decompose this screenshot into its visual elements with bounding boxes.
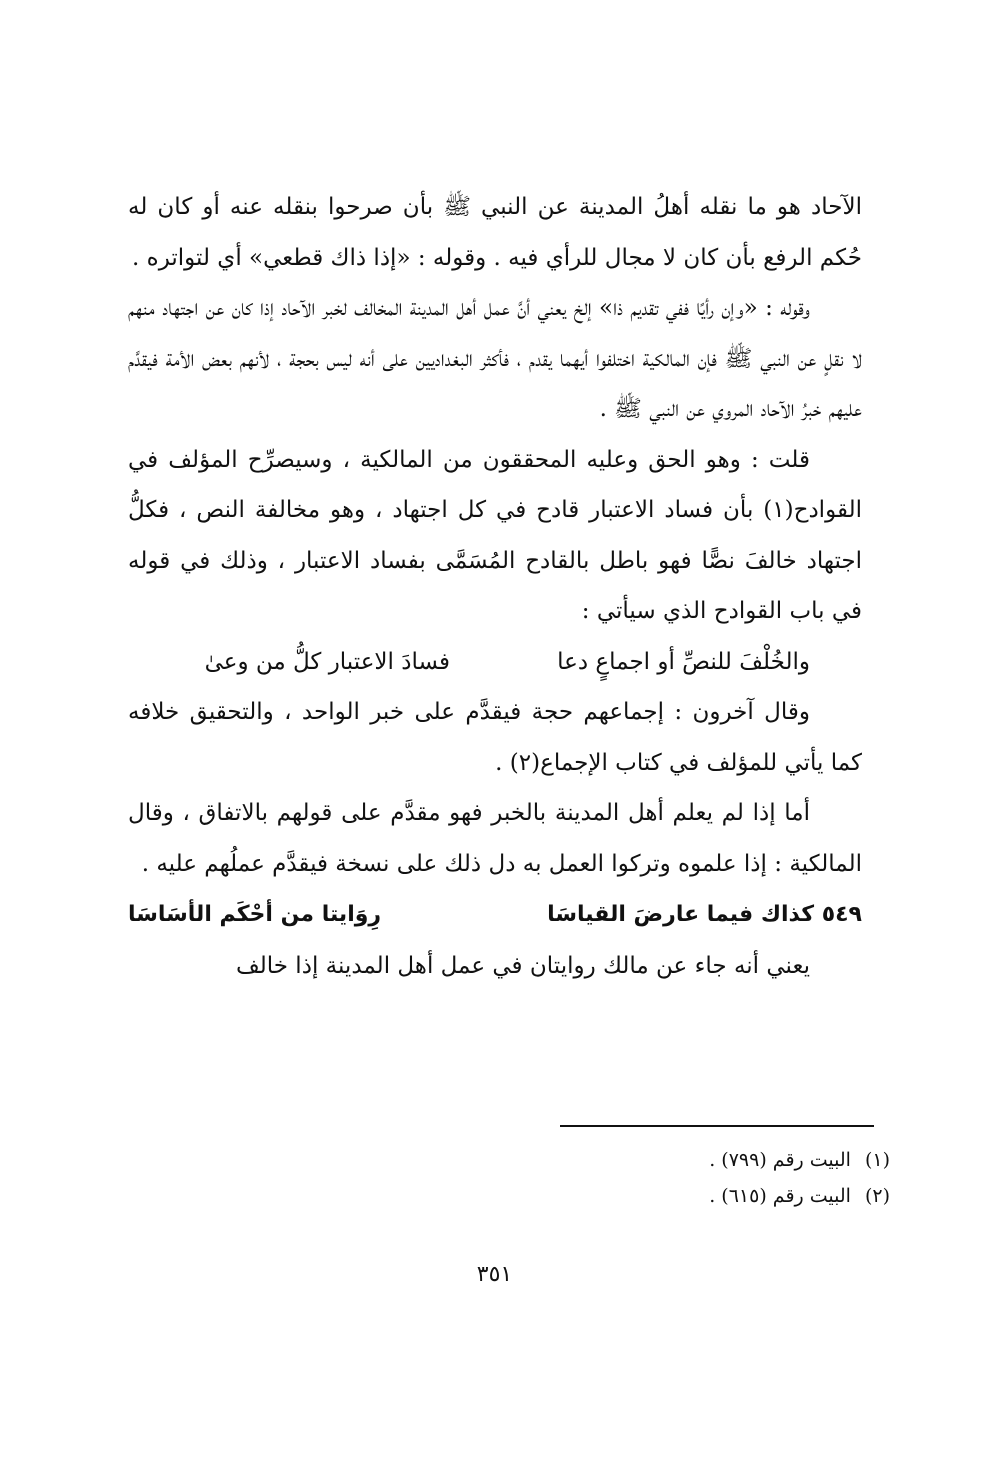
paragraph-5: أما إذا لم يعلم أهل المدينة بالخبر فهو مقدَّم على قولهم بالاتفاق ، وقال المالكية : إذا علموه وتركوا العمل به دل ذلك على نسخة فيقدَّم عملُهم عليه . xyxy=(128,800,862,877)
page-number: ٣٥١ xyxy=(476,1262,513,1287)
verse-second-hemistich: فسادَ الاعتبار كلُّ من وعىٰ xyxy=(204,648,450,675)
paragraph-3: قلت : وهو الحق وعليه المحققون من المالكية ، وسيصرِّح المؤلف في القوادح(١) بأن فساد الاعتبار قادح في كل اجتهاد ، وهو مخالفة النص ، فكلُّ اجتهاد خالفَ نصًّا فهو باطل بالقادح المُسَمَّى بفساد الاعتبار ، وذلك في قوله في باب القوادح الذي سيأتي : xyxy=(128,446,862,624)
footnote-2 xyxy=(128,1178,890,1214)
poem-second-hemistich: رِوَايتا من أحْكَم الأسَاسَا xyxy=(128,902,382,927)
poem-line-number: ٥٤٩ xyxy=(821,902,862,927)
footnote-marker: (٢) xyxy=(864,1185,890,1207)
poem-line-first-part xyxy=(547,889,862,941)
footnote-text: البيت رقم (٦١٥) . xyxy=(709,1185,851,1207)
footnote-marker: (١) xyxy=(864,1149,890,1171)
poem-line-549 xyxy=(128,889,862,941)
paragraph-2: وقوله : «وإن رأيًا ففي تقديم ذا» إلخ يعني أنَّ عمل أهل المدينة المخالف لخبر الآحاد إذا كان عن اجتهاد منهم لا نقلٍ عن النبي ﷺ فإن المالكية اختلفوا أيهما يقدم ، فأكثر البغداديين على أنه ليس بحجة ، لأنهم بعض الأمة فيقدَّم عليهم خبرُ الآحاد المروي عن النبي ﷺ . xyxy=(128,295,862,422)
footnote-divider xyxy=(560,1125,874,1127)
paragraph-1: الآحاد هو ما نقله أهلُ المدينة عن النبي ﷺ بأن صرحوا بنقله عنه أو كان له حُكم الرفع بأن كان لا مجال للرأي فيه . وقوله : «إذا ذاك قطعي» أي لتواتره . xyxy=(128,194,862,271)
paragraph-6: يعني أنه جاء عن مالك روايتان في عمل أهل المدينة إذا خالف xyxy=(235,953,810,979)
footnote-1 xyxy=(128,1142,890,1178)
main-text xyxy=(128,182,862,992)
quoted-verse xyxy=(128,637,862,688)
poem-first-hemistich: كذاك فيما عارضَ القياسَا xyxy=(547,902,815,927)
verse-first-hemistich: والخُلْفَ للنصِّ أو اجماعٍ دعا xyxy=(557,648,810,675)
footnote-text: البيت رقم (٧٩٩) . xyxy=(709,1149,851,1171)
paragraph-4: وقال آخرون : إجماعهم حجة فيقدَّم على خبر الواحد ، والتحقيق خلافه كما يأتي للمؤلف في كتاب الإجماع(٢) . xyxy=(128,699,862,776)
footnotes xyxy=(128,1142,890,1214)
